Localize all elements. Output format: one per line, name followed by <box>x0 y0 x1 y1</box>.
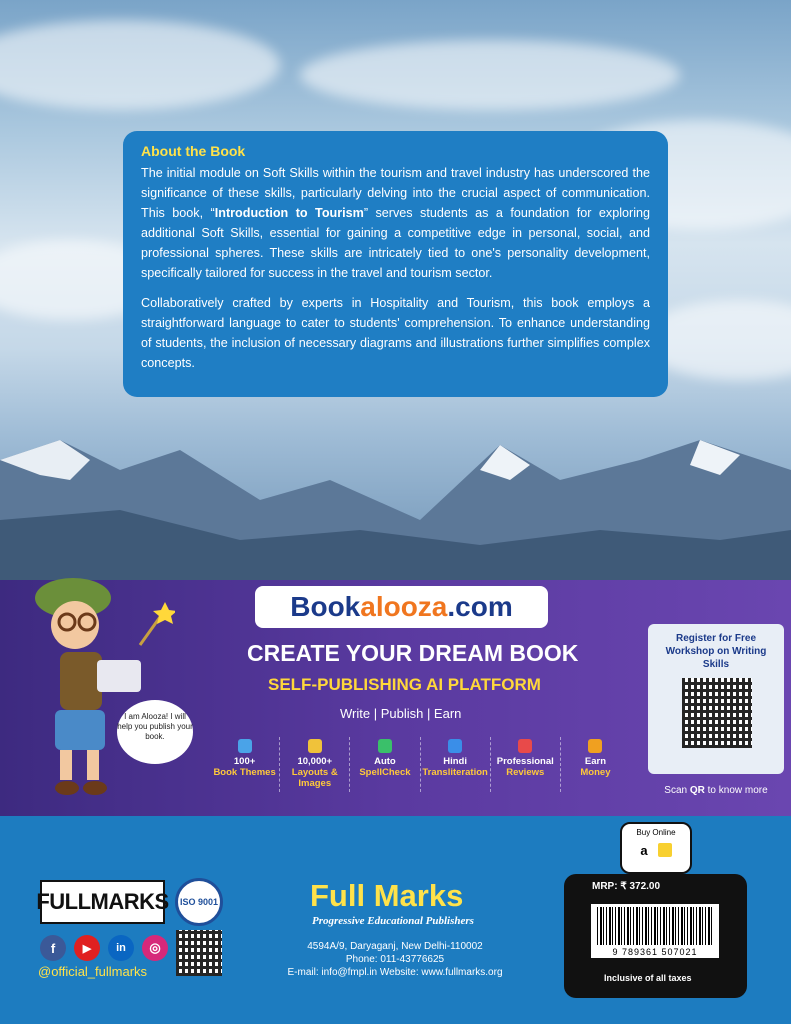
feature-title: Hindi <box>443 756 467 767</box>
feature-title: 10,000+ <box>297 756 333 767</box>
feature-icon <box>448 739 462 753</box>
brand-part: .com <box>447 591 513 622</box>
scan-text: to know more <box>704 785 768 796</box>
mascot-speech-bubble: I am Alooza! I will help you publish your book. <box>117 700 193 764</box>
feature-title: Auto <box>374 756 396 767</box>
social-handle[interactable]: @official_fullmarks <box>38 964 148 979</box>
publisher-qr-code[interactable] <box>176 930 222 976</box>
feature-item <box>561 737 630 792</box>
feature-title: Earn <box>584 756 606 767</box>
linkedin-icon[interactable]: in <box>108 935 134 961</box>
about-heading: About the Book <box>141 143 246 159</box>
create-dream-book-heading: CREATE YOUR DREAM BOOK <box>247 640 579 666</box>
scan-text: Scan <box>664 785 690 796</box>
flipkart-icon[interactable] <box>658 843 672 857</box>
about-the-book-panel <box>123 131 668 397</box>
iso-certified-badge: ISO 9001 <box>175 878 223 926</box>
address: 4594A/9, Daryaganj, New Delhi-110002 <box>307 941 483 952</box>
mascot-illustration <box>25 570 175 810</box>
feature-item <box>350 737 420 792</box>
about-paragraph-2: Collaboratively crafted by experts in Hospitality and Tourism, this book employs a straightforward language to cater to students' comprehension. To enhance understanding of students, the inclusion of necessary diagrams and illustrations further simplifies complex concepts. <box>141 296 650 370</box>
write-publish-earn: Write | Publish | Earn <box>340 706 462 721</box>
feature-item <box>421 737 491 792</box>
mrp-price: MRP: ₹ 372.00 <box>592 881 661 892</box>
brand-part: Book <box>290 591 361 622</box>
feature-icon <box>308 739 322 753</box>
feature-title: 100+ <box>233 756 256 767</box>
instagram-icon[interactable]: ◎ <box>142 935 168 961</box>
about-text: ” serves students as a foundation for exploring additional Soft Skills, essential for gaining a competitive edge in personal, social, and professional spheres. These skills are intricately tied to one's personality development, specifically tailored for success in the travel and tourism sector. <box>141 206 651 280</box>
youtube-icon[interactable]: ▶ <box>74 935 100 961</box>
feature-icon <box>518 739 532 753</box>
scan-text: QR <box>689 785 705 796</box>
publisher-name: Full Marks <box>310 878 464 913</box>
publisher-contact <box>280 940 510 979</box>
feature-item <box>491 737 561 792</box>
phone: Phone: 011-43776625 <box>345 954 445 965</box>
workshop-qr-code[interactable] <box>682 678 752 748</box>
email-website: E-mail: info@fmpl.in Website: www.fullmarks.org <box>287 967 503 978</box>
book-title: Introduction to Tourism <box>214 206 364 220</box>
about-paragraph-1 <box>141 163 650 283</box>
mountain-range <box>0 420 791 580</box>
feature-subtitle: SpellCheck <box>359 767 411 778</box>
feature-subtitle: Reviews <box>506 767 545 778</box>
about-text: The initial module on Soft Skills within the tourism and travel industry has underscored the significance of these skills, particularly delving into the crucial aspect of communication. This book, “ <box>141 166 650 220</box>
inclusive-taxes: Inclusive of all taxes <box>604 973 692 983</box>
self-publishing-subheading: SELF-PUBLISHING AI PLATFORM <box>268 675 541 694</box>
feature-icon <box>588 739 602 753</box>
facebook-icon[interactable]: f <box>40 935 66 961</box>
feature-list <box>210 737 630 792</box>
amazon-icon[interactable]: a <box>640 843 648 858</box>
publisher-subtitle: Progressive Educational Publishers <box>312 915 474 927</box>
feature-title: Professional <box>496 756 554 767</box>
feature-subtitle: Money <box>580 767 611 778</box>
feature-subtitle: Transliteration <box>422 767 488 778</box>
brand-part: alooza <box>360 591 448 622</box>
feature-subtitle: Layouts & Images <box>291 767 338 789</box>
isbn-barcode <box>591 904 719 958</box>
register-text: Register for Free Workshop on Writing Skills <box>665 633 767 670</box>
buy-online-label: Buy Online <box>636 828 676 837</box>
feature-subtitle: Book Themes <box>213 767 276 778</box>
feature-item <box>210 737 280 792</box>
scan-qr-text <box>648 785 784 796</box>
fullmarks-logo: FULLMARKS <box>40 880 165 924</box>
bookalooza-brand <box>255 586 548 628</box>
register-workshop-box <box>648 624 784 774</box>
isbn-number: 9 789361 507021 <box>612 947 698 957</box>
feature-icon <box>238 739 252 753</box>
feature-icon <box>378 739 392 753</box>
buy-online-badge[interactable] <box>620 822 692 874</box>
feature-item <box>280 737 350 792</box>
